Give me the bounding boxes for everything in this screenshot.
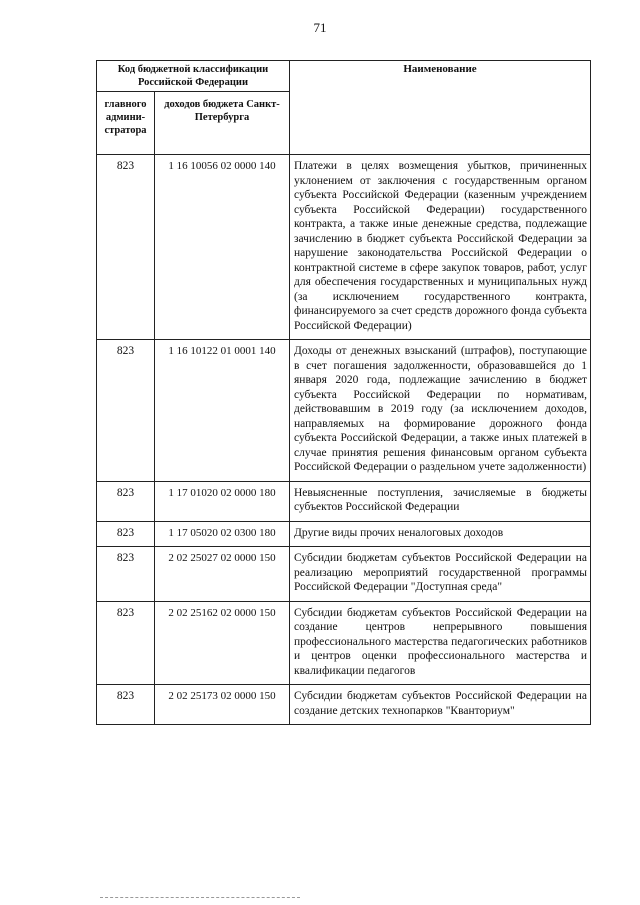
header-income: доходов бюджета Санкт-Петербурга bbox=[155, 92, 290, 155]
header-name: Наименование bbox=[290, 61, 591, 155]
table-row bbox=[97, 601, 591, 685]
description-cell: Платежи в целях возмещения убытков, причиненных уклонением от заключения с государственным органом субъекта Российской Федерации (казенным учреждением субъекта Российской Федерации) государственного контракта, а также иные денежные средства, подлежащие зачислению в бюджет субъекта Российской Федерации за нарушение законодательства Российской Федерации о контрактной системе в сфере закупок товаров, работ, услуг для обеспечения государственных и муниципальных нужд (за исключением государственного контракта, финансируемого за счет средств дорожного фонда субъекта Российской Федерации) bbox=[290, 155, 591, 340]
income-code-cell: 2 02 25162 02 0000 150 bbox=[155, 601, 290, 685]
admin-code-cell: 823 bbox=[97, 481, 155, 521]
admin-code-cell: 823 bbox=[97, 521, 155, 547]
admin-code-cell: 823 bbox=[97, 547, 155, 602]
table-row bbox=[97, 547, 591, 602]
admin-code-cell: 823 bbox=[97, 685, 155, 725]
description-cell: Субсидии бюджетам субъектов Российской Федерации на создание детских технопарков "Кванториум" bbox=[290, 685, 591, 725]
admin-code-cell: 823 bbox=[97, 155, 155, 340]
income-code-cell: 1 16 10122 01 0001 140 bbox=[155, 340, 290, 482]
income-code-cell: 1 17 05020 02 0300 180 bbox=[155, 521, 290, 547]
description-cell: Невыясненные поступления, зачисляемые в бюджеты субъектов Российской Федерации bbox=[290, 481, 591, 521]
table-header bbox=[97, 61, 591, 155]
header-code-group: Код бюджетной классификации Российской Федерации bbox=[97, 61, 290, 92]
budget-classification-table bbox=[96, 60, 591, 725]
table-row bbox=[97, 685, 591, 725]
table-row bbox=[97, 521, 591, 547]
income-code-cell: 2 02 25173 02 0000 150 bbox=[155, 685, 290, 725]
table-body bbox=[97, 155, 591, 725]
admin-code-cell: 823 bbox=[97, 340, 155, 482]
table-row bbox=[97, 481, 591, 521]
description-cell: Субсидии бюджетам субъектов Российской Федерации на реализацию мероприятий государственной программы Российской Федерации "Доступная среда" bbox=[290, 547, 591, 602]
description-cell: Субсидии бюджетам субъектов Российской Федерации на создание центров непрерывного повышения профессионального мастерства педагогических работников и центров оценки профессионального мастерства и квалификации педагогов bbox=[290, 601, 591, 685]
header-admin: главного админи-стратора bbox=[97, 92, 155, 155]
table-row bbox=[97, 340, 591, 482]
income-code-cell: 2 02 25027 02 0000 150 bbox=[155, 547, 290, 602]
income-code-cell: 1 16 10056 02 0000 140 bbox=[155, 155, 290, 340]
description-cell: Другие виды прочих неналоговых доходов bbox=[290, 521, 591, 547]
page-number: 71 bbox=[313, 20, 327, 35]
description-cell: Доходы от денежных взысканий (штрафов), поступающие в счет погашения задолженности, образовавшейся до 1 января 2020 года, подлежащие зачислению в бюджет субъекта Российской Федерации по нормативам, действовавшим в 2019 году (за исключением доходов, направляемых на формирование дорожного фонда субъекта Российской Федерации, а также иных платежей в случае принятия решения финансовым органом субъекта Российской Федерации о раздельном учете задолженности) bbox=[290, 340, 591, 482]
admin-code-cell: 823 bbox=[97, 601, 155, 685]
footer-mark bbox=[100, 897, 300, 900]
table-row bbox=[97, 155, 591, 340]
income-code-cell: 1 17 01020 02 0000 180 bbox=[155, 481, 290, 521]
